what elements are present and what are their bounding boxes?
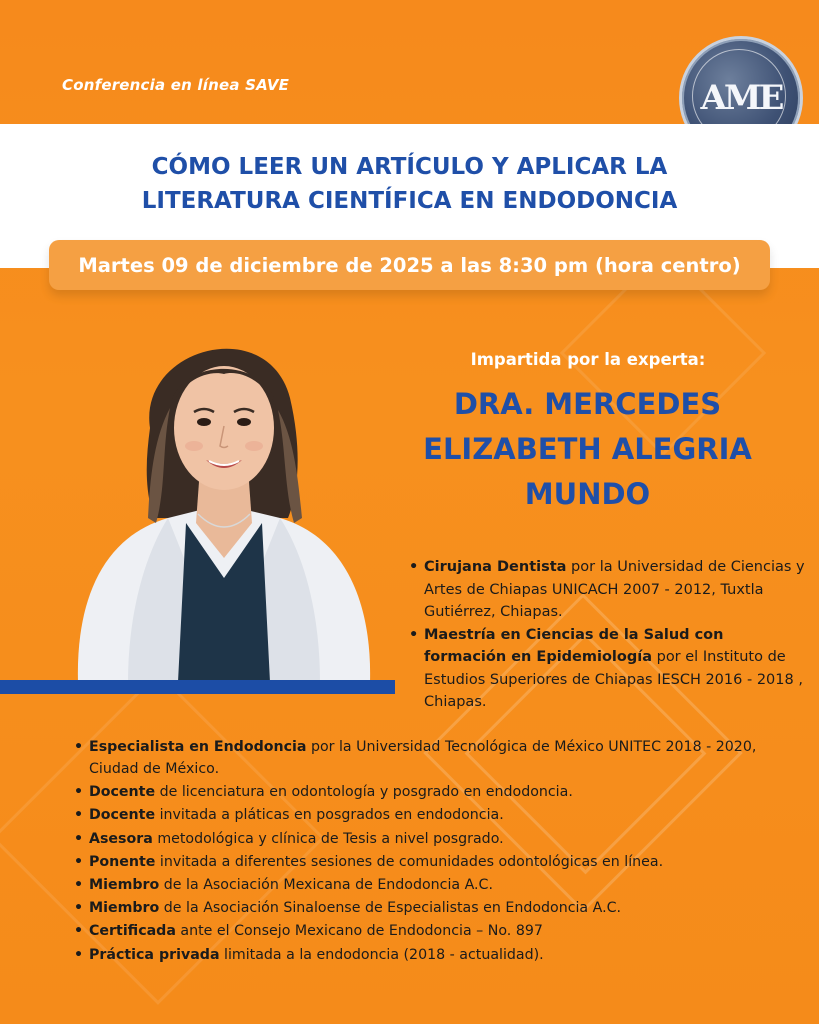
list-item: • Práctica privada limitada a la endodoncia (2018 - actualidad). [74,944,809,966]
accent-bar [0,680,395,694]
event-type-label: Conferencia en línea SAVE [62,76,290,94]
credentials-list-right [409,556,809,714]
list-item: • Ponente invitada a diferentes sesiones de comunidades odontológicas en línea. [74,851,809,873]
list-item: • Certificada ante el Consejo Mexicano de Endodoncia – No. 897 [74,920,809,942]
speaker-intro: Impartida por la experta: [470,350,706,369]
speaker-photo [58,318,390,682]
credentials-list-bottom [74,736,809,967]
list-item: • Miembro de la Asociación Mexicana de Endodoncia A.C. [74,874,809,896]
list-item: • Maestría en Ciencias de la Salud con formación en Epidemiología por el Instituto de Estudios Superiores de Chiapas IESCH 2016 - 2018 , Chiapas. [409,624,809,714]
title-line-1: CÓMO LEER UN ARTÍCULO Y APLICAR LA [151,154,668,180]
list-item: • Especialista en Endodoncia por la Universidad Tecnológica de México UNITEC 2018 - 2020, Ciudad de México. [74,736,809,780]
list-item: • Cirujana Dentista por la Universidad de Ciencias y Artes de Chiapas UNICACH 2007 - 2012, Tuxtla Gutiérrez, Chiapas. [409,556,809,624]
speaker-name [400,382,775,517]
date-text: Martes 09 de diciembre de 2025 a las 8:30 pm (hora centro) [78,253,741,277]
logo-text: AME [700,78,782,118]
speaker-portrait-illustration [58,318,390,682]
speaker-name-line-2: ELIZABETH ALEGRIA [423,432,752,466]
title-line-2: LITERATURA CIENTÍFICA EN ENDODONCIA [141,188,678,214]
list-item: • Miembro de la Asociación Sinaloense de Especialistas en Endodoncia A.C. [74,897,809,919]
date-banner [49,240,770,290]
speaker-name-line-3: MUNDO [524,477,651,511]
list-item: • Asesora metodológica y clínica de Tesis a nivel posgrado. [74,828,809,850]
page-title [0,150,819,218]
list-item: • Docente de licenciatura en odontología y posgrado en endodoncia. [74,781,809,803]
speaker-name-line-1: DRA. MERCEDES [453,387,722,421]
list-item: • Docente invitada a pláticas en posgrados en endodoncia. [74,804,809,826]
